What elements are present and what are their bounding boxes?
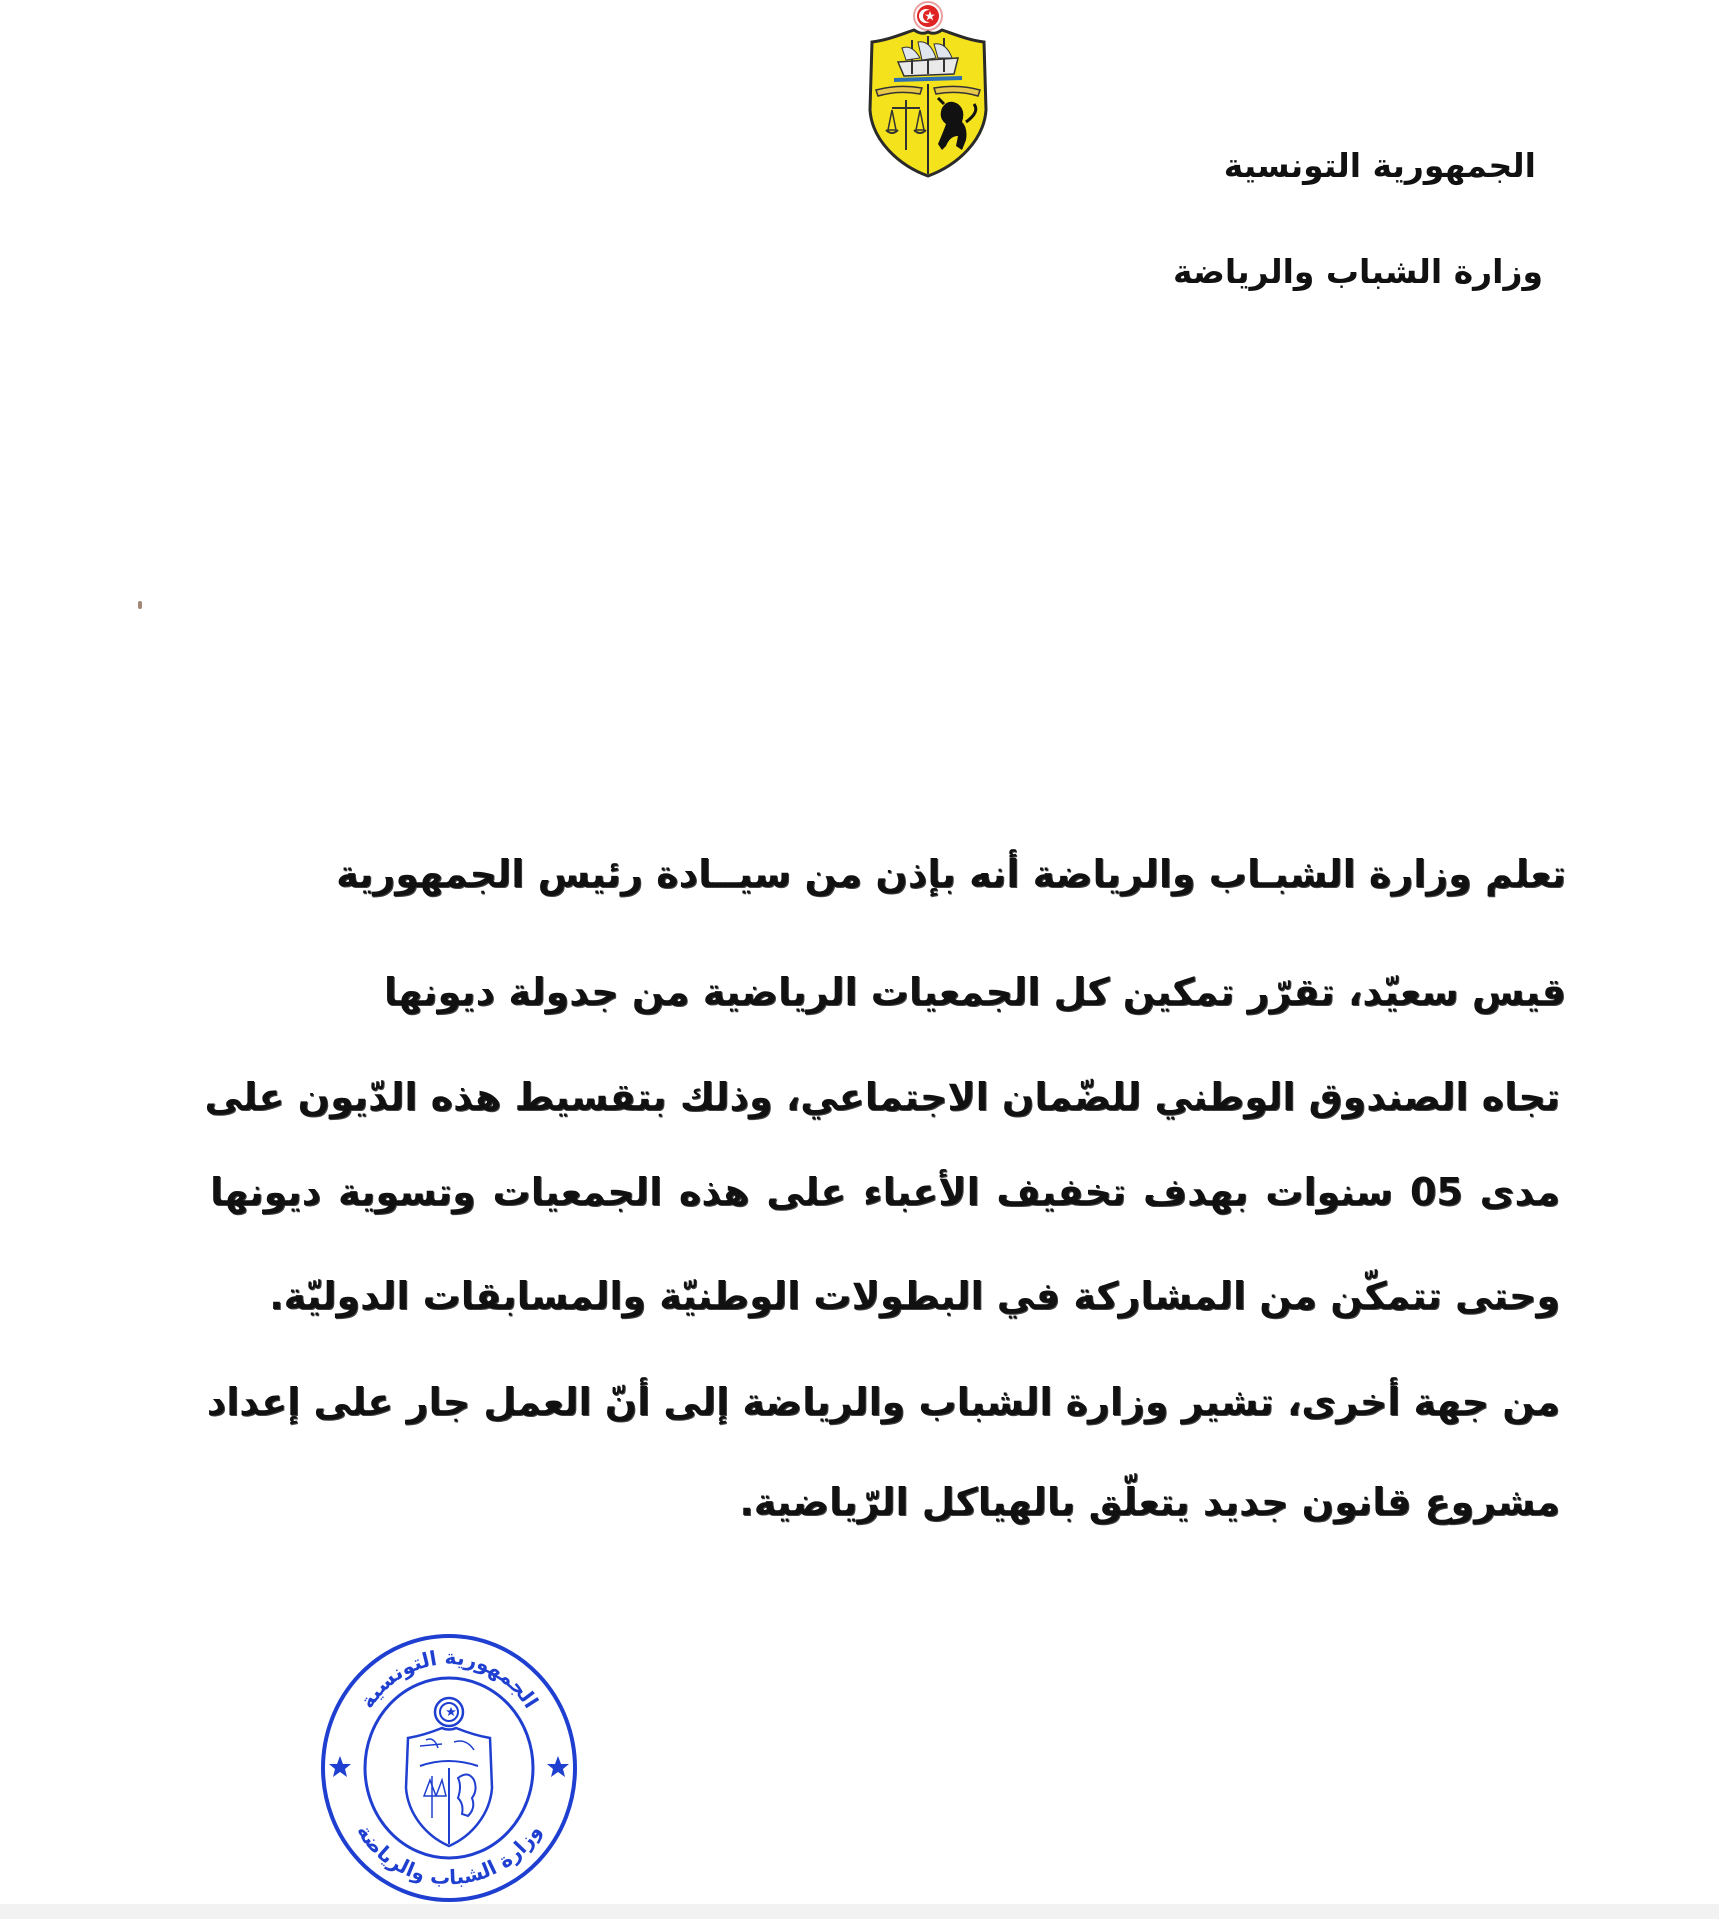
- body-line-3: تجاه الصندوق الوطني للضّمان الاجتماعي، وذلك بتقسيط هذه الدّيون على: [204, 1075, 1560, 1119]
- stamp-top-text: الجمهورية التونسية: [354, 1645, 544, 1713]
- stamp-bottom-text: وزارة الشباب والرياضة: [352, 1820, 546, 1890]
- body-line-7: مشروع قانون جديد يتعلّق بالهياكل الرّياضية.: [739, 1480, 1560, 1524]
- body-line-4: مدى 05 سنوات بهدف تخفيف الأعباء على هذه الجمعيات وتسوية ديونها: [210, 1170, 1560, 1214]
- body-line-1: تعلم وزارة الشبـاب والرياضة أنه بإذن من سيــادة رئيس الجمهورية: [336, 852, 1566, 896]
- body-line-5: وحتى تتمكّن من المشاركة في البطولات الوطنيّة والمسابقات الدوليّة.: [269, 1274, 1560, 1318]
- letterhead-country: الجمهورية التونسية: [1223, 146, 1536, 185]
- body-line-2: قيس سعيّد، تقرّر تمكين كل الجمعيات الرياضية من جدولة ديونها: [383, 970, 1566, 1014]
- letterhead-ministry: وزارة الشباب والرياضة: [1172, 252, 1543, 291]
- body-line-6: من جهة أخرى، تشير وزارة الشباب والرياضة إلى أنّ العمل جار على إعداد: [206, 1380, 1560, 1424]
- scan-bottom-edge: [0, 1904, 1719, 1919]
- ministry-seal-icon: [318, 1628, 580, 1904]
- scan-speck: [138, 601, 142, 609]
- tunisia-coat-of-arms-icon: [858, 0, 998, 178]
